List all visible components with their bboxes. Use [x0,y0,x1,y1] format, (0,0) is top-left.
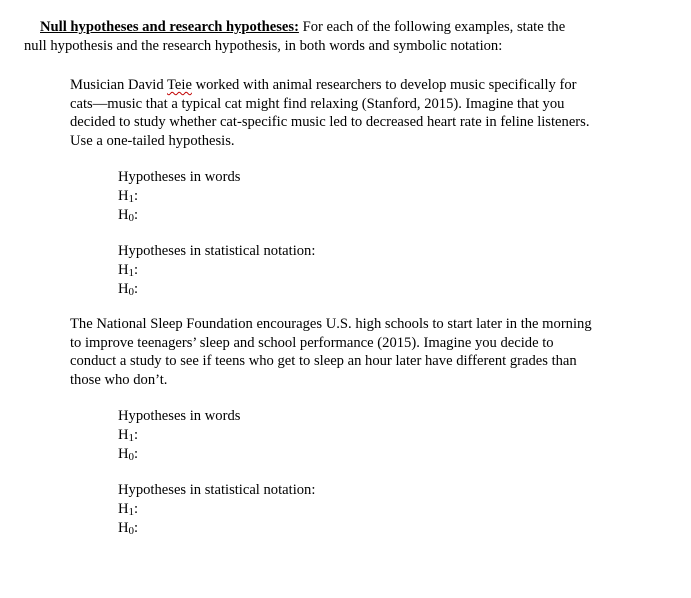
example-2-words-block [118,407,518,465]
spelling-flagged-word: Teie [167,77,192,93]
example-1-line-2: cats—music that a typical cat might find relaxing (Stanford, 2015). Imagine that you [70,95,565,112]
instructions-line-2: null hypothesis and the research hypothesis, in both words and symbolic notation: [24,37,503,54]
h-subscript: 0 [128,525,135,538]
example-1-text-post: worked with animal researchers to develop music specifically for [191,77,577,93]
example-1-line-3: decided to study whether cat-specific music led to decreased heart rate in feline listeners. [70,114,590,131]
h-subscript: 0 [128,451,135,464]
notation-heading: Hypotheses in statistical notation: [118,482,316,498]
colon: : [134,426,139,443]
example-1-words-block [118,168,518,226]
example-1-notation-block [118,242,518,300]
colon: : [134,261,139,278]
example-1-line-4: Use a one-tailed hypothesis. [70,132,235,149]
example-2-paragraph [70,315,660,389]
h-subscript: 1 [128,266,135,279]
h-subscript: 1 [128,505,135,518]
h-letter: H [118,446,129,463]
example-2-notation-block [118,481,518,539]
h-subscript: 0 [128,286,135,299]
colon: : [134,446,139,463]
words-heading: Hypotheses in words [118,169,241,185]
h-subscript: 1 [128,192,135,205]
example-2-line-2: to improve teenagers’ sleep and school performance (2015). Imagine you decide to [70,334,554,351]
h1-label [118,500,518,520]
instructions-text: For each of the following examples, state the [298,19,566,35]
example-2-line-4: those who don’t. [70,371,168,388]
h-subscript: 0 [128,212,135,225]
h-letter: H [118,281,129,298]
h0-label [118,206,518,226]
instructions-line-1 [24,18,664,37]
h1-label [118,261,518,281]
h-letter: H [118,261,129,278]
example-1-text-pre: Musician David [70,77,168,93]
colon: : [134,520,139,537]
colon: : [134,281,139,298]
colon: : [134,207,139,224]
h-letter: H [118,426,129,443]
h-letter: H [118,187,129,204]
example-2-line-3: conduct a study to see if teens who get to sleep an hour later have different grades than [70,353,577,370]
instructions [24,18,664,55]
h-letter: H [118,207,129,224]
h-letter: H [118,500,129,517]
colon: : [134,187,139,204]
h1-label [118,187,518,207]
example-1-paragraph [70,76,660,150]
h0-label [118,280,518,300]
h1-label [118,426,518,446]
example-2-line-1: The National Sleep Foundation encourages U.S. high schools to start later in the morning [70,316,592,332]
h-subscript: 1 [128,431,135,444]
notation-heading: Hypotheses in statistical notation: [118,243,316,259]
h0-label [118,445,518,465]
h-letter: H [118,520,129,537]
example-1-line-1 [70,76,660,95]
h0-label [118,519,518,539]
colon: : [134,500,139,517]
words-heading: Hypotheses in words [118,408,241,424]
section-heading: Null hypotheses and research hypotheses: [40,19,299,35]
